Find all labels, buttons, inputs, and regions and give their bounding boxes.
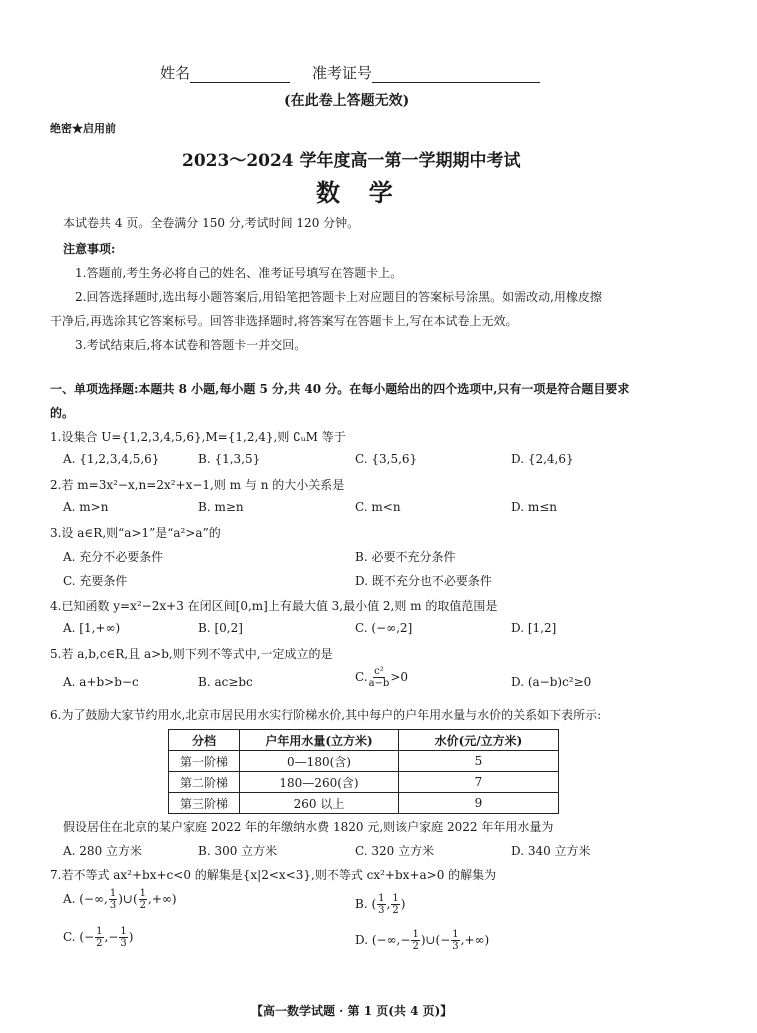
table-cell: 260 以上: [240, 793, 399, 814]
water-price-table: [168, 729, 559, 814]
denominator: 3: [378, 905, 385, 916]
note-3: 3.考试结束后,将本试卷和答题卡一并交回。: [75, 338, 307, 352]
table-header: 分档: [169, 730, 240, 751]
fraction-one-third: [109, 888, 117, 911]
q6-option-d[interactable]: D. 340 立方米: [511, 844, 591, 858]
q3-option-b[interactable]: B. 必要不充分条件: [355, 550, 456, 564]
q6-option-c[interactable]: C. 320 立方米: [355, 844, 435, 858]
q7-c-prefix: C. (−: [63, 930, 95, 944]
q7-option-d[interactable]: [355, 929, 489, 952]
fraction-one-half: [139, 888, 147, 911]
q7-option-a[interactable]: [63, 888, 177, 911]
numerator: 1: [96, 926, 103, 937]
denominator: 2: [392, 905, 399, 916]
q2-option-c[interactable]: C. m<n: [355, 500, 401, 514]
table-cell: 5: [399, 751, 559, 772]
table-cell: 第二阶梯: [169, 772, 240, 793]
q7-b-suffix: ): [400, 897, 406, 911]
q5-option-d[interactable]: D. (a−b)c²≥0: [511, 675, 592, 689]
intro-text: 本试卷共 4 页。全卷满分 150 分,考试时间 120 分钟。: [63, 216, 360, 230]
exam-id-label: 准考证号: [312, 62, 540, 83]
note-2-line-2: 干净后,再选涂其它答案标号。回答非选择题时,将答案写在答题卡上,写在本试卷上无效。: [50, 314, 518, 328]
q7-stem: 7.若不等式 ax²+bx+c<0 的解集是{x|2<x<3},则不等式 cx²+bx+a>0 的解集为: [50, 868, 497, 882]
table-cell: 第一阶梯: [169, 751, 240, 772]
q1-stem: 1.设集合 U={1,2,3,4,5,6},M={1,2,4},则 ∁ᵤM 等于: [50, 430, 346, 444]
table-header: 户年用水量(立方米): [240, 730, 399, 751]
table-row: [169, 793, 559, 814]
q2-option-d[interactable]: D. m≤n: [511, 500, 557, 514]
q7-option-c[interactable]: [63, 926, 133, 949]
numerator: 1: [412, 929, 419, 940]
q5-c-denominator: a−b: [368, 678, 390, 689]
numerator: 1: [120, 926, 127, 937]
fraction-one-half: [95, 926, 103, 949]
q2-option-a[interactable]: A. m>n: [63, 500, 109, 514]
q7-b-mid: ,: [386, 897, 391, 911]
q6-option-a[interactable]: A. 280 立方米: [63, 844, 143, 858]
q7-a-prefix: A. (−∞,: [63, 892, 108, 906]
q7-d-suffix: ,+∞): [460, 933, 490, 947]
q4-option-b[interactable]: B. [0,2]: [198, 621, 243, 635]
numerator: 1: [452, 929, 459, 940]
q2-option-b[interactable]: B. m≥n: [198, 500, 244, 514]
q5-option-a[interactable]: A. a+b>b−c: [63, 675, 139, 689]
name-label: 姓名: [160, 62, 290, 83]
q1-option-d[interactable]: D. {2,4,6}: [511, 452, 574, 466]
subject-title: 数 学: [316, 178, 397, 207]
q3-option-d[interactable]: D. 既不充分也不必要条件: [355, 574, 492, 588]
q2-stem: 2.若 m=3x²−x,n=2x²+x−1,则 m 与 n 的大小关系是: [50, 478, 345, 492]
section-heading-line-1: 一、单项选择题:本题共 8 小题,每小题 5 分,共 40 分。在每小题给出的四个选项中,只有一项是符合题目要求: [50, 382, 630, 396]
invalid-note: (在此卷上答题无效): [284, 93, 410, 109]
q7-d-prefix: D. (−∞,−: [355, 933, 411, 947]
table-cell: 9: [399, 793, 559, 814]
q1-option-a[interactable]: A. {1,2,3,4,5,6}: [63, 452, 160, 466]
q1-option-c[interactable]: C. {3,5,6}: [355, 452, 418, 466]
page-footer: 【高一数学试题 · 第 1 页(共 4 页)】: [251, 1004, 453, 1018]
table-row: [169, 772, 559, 793]
q3-option-c[interactable]: C. 充要条件: [63, 574, 128, 588]
q6-stem: 6.为了鼓励大家节约用水,北京市居民用水实行阶梯水价,其中每户的户年用水量与水价的关系如下表所示:: [50, 708, 602, 722]
q7-a-mid: )∪(: [118, 892, 138, 906]
q4-option-a[interactable]: A. [1,+∞): [63, 621, 121, 635]
q4-stem: 4.已知函数 y=x²−2x+3 在闭区间[0,m]上有最大值 3,最小值 2,则 m 的取值范围是: [50, 599, 498, 613]
q6-follow: 假设居住在北京的某户家庭 2022 年的年缴纳水费 1820 元,则该户家庭 2022 年年用水量为: [63, 820, 554, 834]
q5-c-fraction: [369, 666, 390, 689]
note-2-line-1: 2.回答选择题时,选出每小题答案后,用铅笔把答题卡上对应题目的答案标号涂黑。如需改动,用橡皮擦: [75, 290, 602, 304]
table-cell: 180—260(含): [240, 772, 399, 793]
denominator: 2: [139, 900, 147, 911]
table-cell: 0—180(含): [240, 751, 399, 772]
notes-title: 注意事项:: [63, 242, 116, 256]
q7-b-prefix: B. (: [355, 897, 377, 911]
table-cell: 7: [399, 772, 559, 793]
section-heading-line-2: 的。: [50, 406, 75, 420]
fraction-one-half: [411, 929, 419, 952]
table-row: [169, 751, 559, 772]
q5-option-c[interactable]: [355, 666, 408, 689]
numerator: 1: [109, 888, 117, 899]
table-header-row: [169, 730, 559, 751]
q5-c-numerator: c²: [374, 666, 384, 677]
fraction-one-half: [391, 893, 399, 916]
q7-c-suffix: ): [128, 930, 134, 944]
exam-title: 2023～2024 学年度高一第一学期期中考试: [182, 151, 521, 171]
q7-c-mid: ,−: [104, 930, 119, 944]
q3-option-a[interactable]: A. 充分不必要条件: [63, 550, 164, 564]
numerator: 1: [392, 893, 399, 904]
numerator: 1: [139, 888, 147, 899]
q5-stem: 5.若 a,b,c∈R,且 a>b,则下列不等式中,一定成立的是: [50, 647, 333, 661]
secret-label: 绝密★启用前: [50, 122, 116, 135]
q5-option-b[interactable]: B. ac≥bc: [198, 675, 253, 689]
table-cell: 第三阶梯: [169, 793, 240, 814]
denominator: 3: [120, 938, 127, 949]
q7-option-b[interactable]: [355, 893, 405, 916]
fraction-one-third: [119, 926, 127, 949]
denominator: 2: [412, 941, 419, 952]
q4-option-d[interactable]: D. [1,2]: [511, 621, 557, 635]
q4-option-c[interactable]: C. (−∞,2]: [355, 621, 413, 635]
name-blank[interactable]: [190, 66, 290, 83]
note-1: 1.答题前,考生务必将自己的姓名、准考证号填写在答题卡上。: [75, 266, 403, 280]
denominator: 3: [452, 941, 459, 952]
q5-c-prefix: C.: [355, 670, 368, 684]
denominator: 2: [96, 938, 103, 949]
q7-a-suffix: ,+∞): [148, 892, 177, 906]
table-header: 水价(元/立方米): [399, 730, 559, 751]
q7-d-mid: )∪(−: [420, 933, 451, 947]
exam-id-blank[interactable]: [372, 66, 540, 83]
q3-stem: 3.设 a∈R,则“a>1”是“a²>a”的: [50, 526, 221, 540]
q6-option-b[interactable]: B. 300 立方米: [198, 844, 278, 858]
q1-option-b[interactable]: B. {1,3,5}: [198, 452, 261, 466]
q5-c-suffix: >0: [390, 670, 409, 684]
denominator: 3: [109, 900, 117, 911]
fraction-one-third: [377, 893, 385, 916]
numerator: 1: [378, 893, 385, 904]
fraction-one-third: [451, 929, 459, 952]
